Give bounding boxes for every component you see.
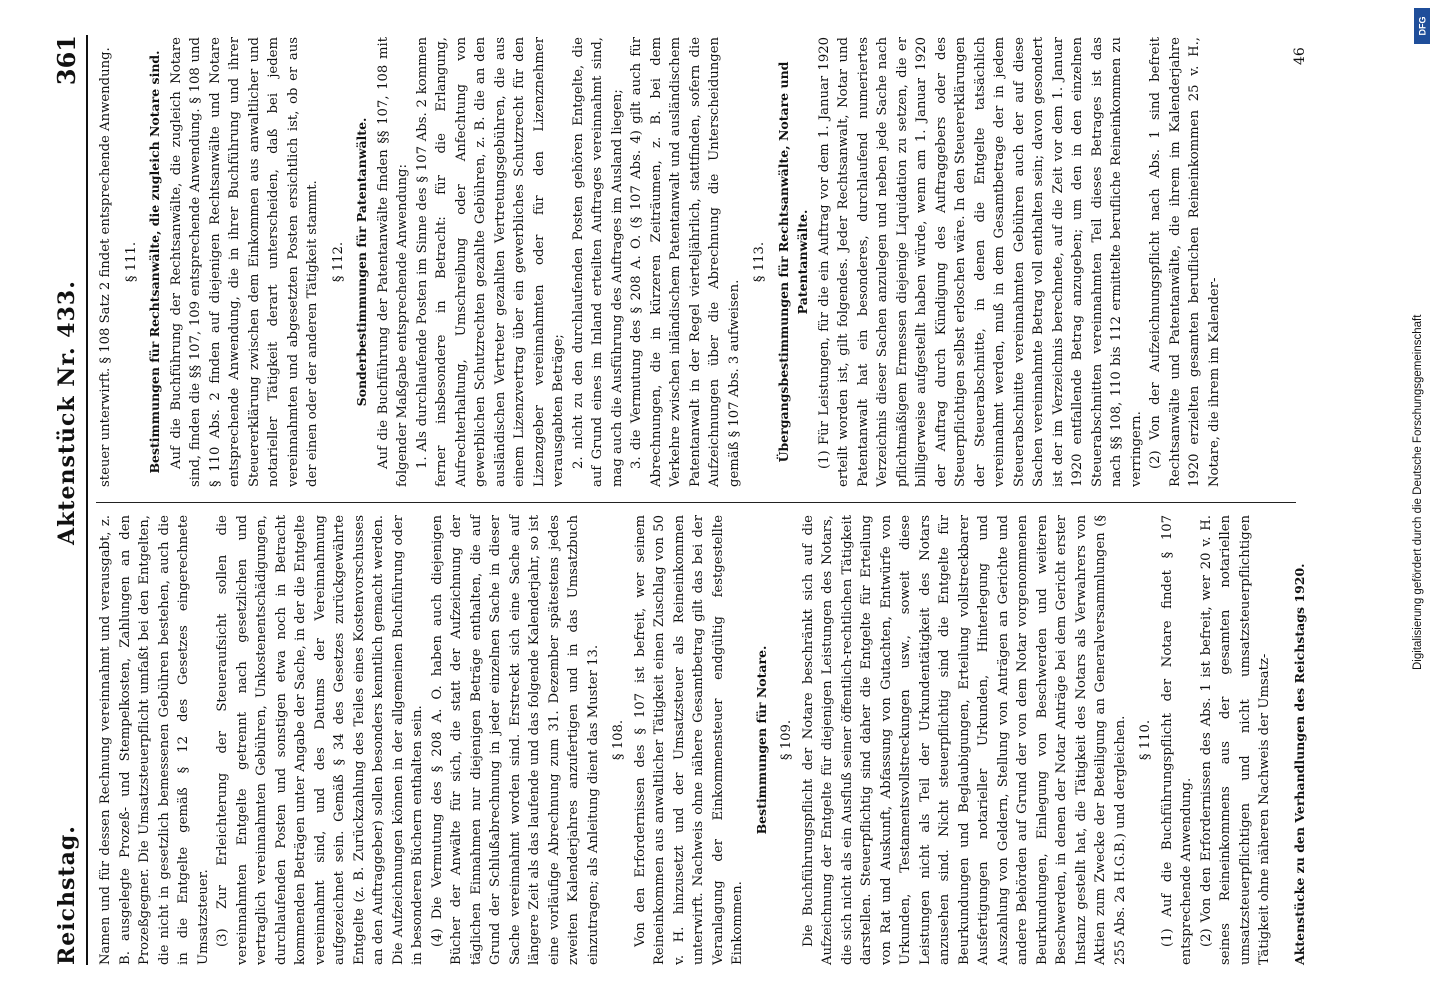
paragraph: (4) Die Vermutung des § 208 A. O. haben auch diejenigen Bücher der Anwälte für sich, die statt der Aufzeichnung der täglichen Einnahmen nur diejenigen Beträge enthalten, die auf Grund der Schlußabrechnung in jeder einzelnen Sache in dieser Sache vereinnahmt worden sind. Erstreckt sich eine Sache auf längere Zeit als das laufende und das folgende Kalenderjahr, so ist eine vorläufige Abrechnung zum 31. Dezember spätestens jedes zweiten Kalenderjahres anzufertigen und in das Umsatzbuch einzutragen; als Anleitung dient das Muster 13. (429, 515, 601, 965)
page-header (52, 35, 88, 965)
dfg-logo (1414, 8, 1430, 44)
paragraph: steuer unterwirft. § 108 Satz 2 findet entsprechende Anwendung. (98, 47, 113, 487)
footer-left: Aktenstücke zu den Verhandlungen des Reichstags 1920. (1292, 563, 1307, 965)
digitization-note: Digitalisierung gefördert durch die Deutsche Forschungsgemeinschaft (1412, 314, 1424, 670)
section-number: § 109. (779, 719, 794, 761)
paragraph: (1) Für Leistungen, für die ein Auftrag vor dem 1. Januar 1920 erteilt worden ist, gilt folgendes. Jeder Rechtsanwalt, Notar und Patentanwalt hat ein besonderes, durchlaufend numeriertes Verzeichnis dieser Sachen anzulegen und neben jede Sache nach pflichtmäßigem Ermessen diejenige Liquidation zu setzen, die er billigerweise aufgestellt haben würde, wenn am 1. Januar 1920 der Auftrag durch Kündigung des Auftraggebers oder des Steuerpflichtigen selbst erloschen wäre. In den Steuererklärungen der Steuerabschnitte, in denen die Entgelte tatsächlich vereinnahmt werden, muß in dem Gesamtbetrage der in jedem Steuerabschnitte vereinnahmten Gebühren auch der auf diese Sachen vereinnahmte Betrag voll enthalten sein; davon gesondert ist der im Verzeichnis berechnete, auf die Zeit vor dem 1. Januar 1920 entfallende Betrag anzugeben; um den in den einzelnen Steuerabschnitten vereinnahmten Teil dieses Betrages ist das nach §§ 108, 110 bis 112 ermittelte berufliche Reineinkommen zu verringern. (816, 37, 1144, 487)
section-number: § 110. (1138, 719, 1153, 761)
paragraph: Von den Erfordernissen des § 107 ist befreit, wer seinem Reineinkommen aus anwaltlicher Tätigkeit einen Zuschlag von 50 v. H. hinzusetzt und der Umsatzsteuer als Reineinkommen unterwirft. Nachweis ohne nähere Gesamtbetrag gilt das bei der Veranlagung der Einkommensteuer endgültig festgestellte Einkommen. (632, 515, 745, 965)
section-number: § 108. (611, 719, 626, 761)
header-center: Aktenstück Nr. 433. (54, 280, 80, 545)
paragraph: Auf die Buchführung der Patentanwälte finden §§ 107, 108 mit folgender Maßgabe entsprechende Anwendung: (375, 37, 410, 487)
header-left: Reichstag. (54, 825, 80, 965)
paragraph: 1. Als durchlaufende Posten im Sinne des § 107 Abs. 2 kommen ferner insbesondere in Betracht: für die Erlangung, Aufrechterhaltung, Umschreibung oder Anfechtung von gewerblichen Schutzrechten gezahlte Gebühren, z. B. die an den ausländischen Vertreter gezahlten Vertretungsgebühren, die aus einem Lizenzvertrag über ein gewerbliches Schutzrecht für den Lizenzgeber vereinnahmten oder für den Lizenznehmer verausgabten Beträge; (414, 37, 566, 487)
section-heading: Übergangsbestimmungen für Rechtsanwälte, Notare und Patentanwälte. (775, 61, 810, 463)
section-number: § 111. (123, 241, 139, 283)
right-column (96, 37, 1224, 487)
section-heading: Bestimmungen für Rechtsanwälte, die zugleich Notare sind. (147, 50, 162, 474)
section-number: § 112. (330, 241, 346, 283)
paragraph: 2. nicht zu den durchlaufenden Posten gehören Entgelte, die auf Grund eines im Inland erteilten Auftrages vereinnahmt sind, mag auch die Ausführung des Auftrages im Ausland liegen; (570, 37, 625, 487)
paragraph: Auf die Buchführung der Rechtsanwälte, die zugleich Notare sind, finden die §§ 107, 109 entsprechende Anwendung. § 108 und § 110 Abs. 2 finden auf diejenigen Rechtsanwälte und Notare entsprechende Anwendung, die in ihrer Buchführung und ihrer Steuererklärung zwischen dem Einkommen aus anwaltlicher und notarieller Tätigkeit derart unterscheiden, daß bei jedem vereinnahmten und abgesetzten Posten ersichtlich ist, ob er aus der einen oder der anderen Tätigkeit stammt. (168, 37, 320, 487)
paragraph: (2) Von den Erfordernissen des Abs. 1 ist befreit, wer 20 v. H. seines Reineinkommens aus der gesamten notariellen umsatzsteuerpflichtigen und nicht umsatzsteuerpflichtigen Tätigkeit ohne näheren Nachweis der Umsatz- (1198, 515, 1272, 965)
section-heading: Bestimmungen für Notare. (753, 645, 769, 835)
section-number: § 113. (752, 241, 767, 283)
paragraph: (1) Auf die Buchführungspflicht der Notare findet § 107 entsprechende Anwendung. (1159, 515, 1194, 965)
digitization-sidebar (1410, 0, 1434, 1000)
paragraph: (3) Zur Erleichterung der Steueraufsicht sollen die vereinnahmten Entgelte getrennt nach gesetzlichen und vertraglich vereinnahmten Gebühren, Unkostenentschädigungen, durchlaufenden Posten und sonstigen etwa noch in Betracht kommenden Beträgen unter Angabe der Sache, in der die Entgelte vereinnahmt sind, und des Datums der Vereinnahmung aufgezeichnet sein. Gemäß § 34 des Gesetzes zurückgewährte Entgelte (z. B. Zurückzahlung des Teiles eines Kostenvorschusses an den Auftraggeber) sollen besonders kenntlich gemacht werden. Die Aufzeichnungen können in der allgemeinen Buchführung oder in besonderen Büchern enthalten sein. (215, 515, 425, 965)
section-heading: Sonderbestimmungen für Patentanwälte. (354, 117, 369, 407)
dfg-logo-text: DFG (1417, 16, 1427, 36)
paragraph: Die Buchführungspflicht der Notare beschränkt sich auf die Aufzeichnung der Entgelte für diejenigen Leistungen des Notars, die sich nicht als ein Ausfluß seiner öffentlich-rechtlichen Tätigkeit darstellen. Steuerpflichtig sind daher die Entgelte für Erteilung von Rat und Auskunft, Abfassung von Gutachten, Entwürfe von Urkunden, Testamentsvollstreckungen usw., soweit diese Leistungen nicht als Teil der Urkundentätigkeit des Notars anzusehen sind. Nicht steuerpflichtig sind die Entgelte für Beurkundungen und Beglaubigungen, Erteilung vollstreckbarer Ausfertigungen notarieller Urkunden, Hinterlegung und Auszahlung von Geldern, Stellung von Anträgen an Gerichte und andere Behörden auf Grund der von dem Notar vorgenommenen Beurkundungen, Einlegung von Beschwerden und weiteren Beschwerden, in denen der Notar Anträge bei dem Gericht erster Instanz gestellt hat, die Tätigkeit des Notars als Verwahrers von Aktien zum Zwecke der Beteiligung an Generalversammlungen (§ 255 Abs. 2a H.G.B.) und dergleichen. (800, 515, 1128, 965)
left-column (96, 515, 1275, 965)
paragraph: Namen und für dessen Rechnung vereinnahmt und verausgabt, z. B. ausgelegte Prozeß- und Stempelkosten, Zahlungen an den Prozeßgegner. Die Umsatzsteuerpflicht umfaßt bei den Entgelten, die nicht in gesetzlich bemessenen Gebühren bestehen, auch die in die Entgelte gemäß § 12 des Gesetzes eingerechnete Umsatzsteuer. (98, 515, 211, 965)
rotated-page-content (52, 35, 1362, 965)
column-divider (96, 502, 1296, 503)
footer-signature: 46 (1292, 47, 1308, 65)
paragraph: (2) Von der Aufzeichnungspflicht nach Abs. 1 sind befreit Rechtsanwälte und Patentanwälte, die ihrem im Kalenderjahre 1920 erzielten gesamten beruflichen Reineinkommen 25 v. H., Notare, die ihrem im Kalender- (1148, 37, 1222, 487)
paragraph: 3. die Vermutung des § 208 A. O. (§ 107 Abs. 4) gilt auch für Abrechnungen, die in kürzeren Zeiträumen, z. B. bei dem Verkehre zwischen inländischem Patentanwalt und ausländischem Patentanwalt in der Regel vierteljährlich, stattfinden, sofern die Aufzeichnungen über die Abrechnung die Unterscheidungen gemäß § 107 Abs. 3 aufweisen. (629, 37, 742, 487)
page-number: 361 (52, 35, 81, 86)
